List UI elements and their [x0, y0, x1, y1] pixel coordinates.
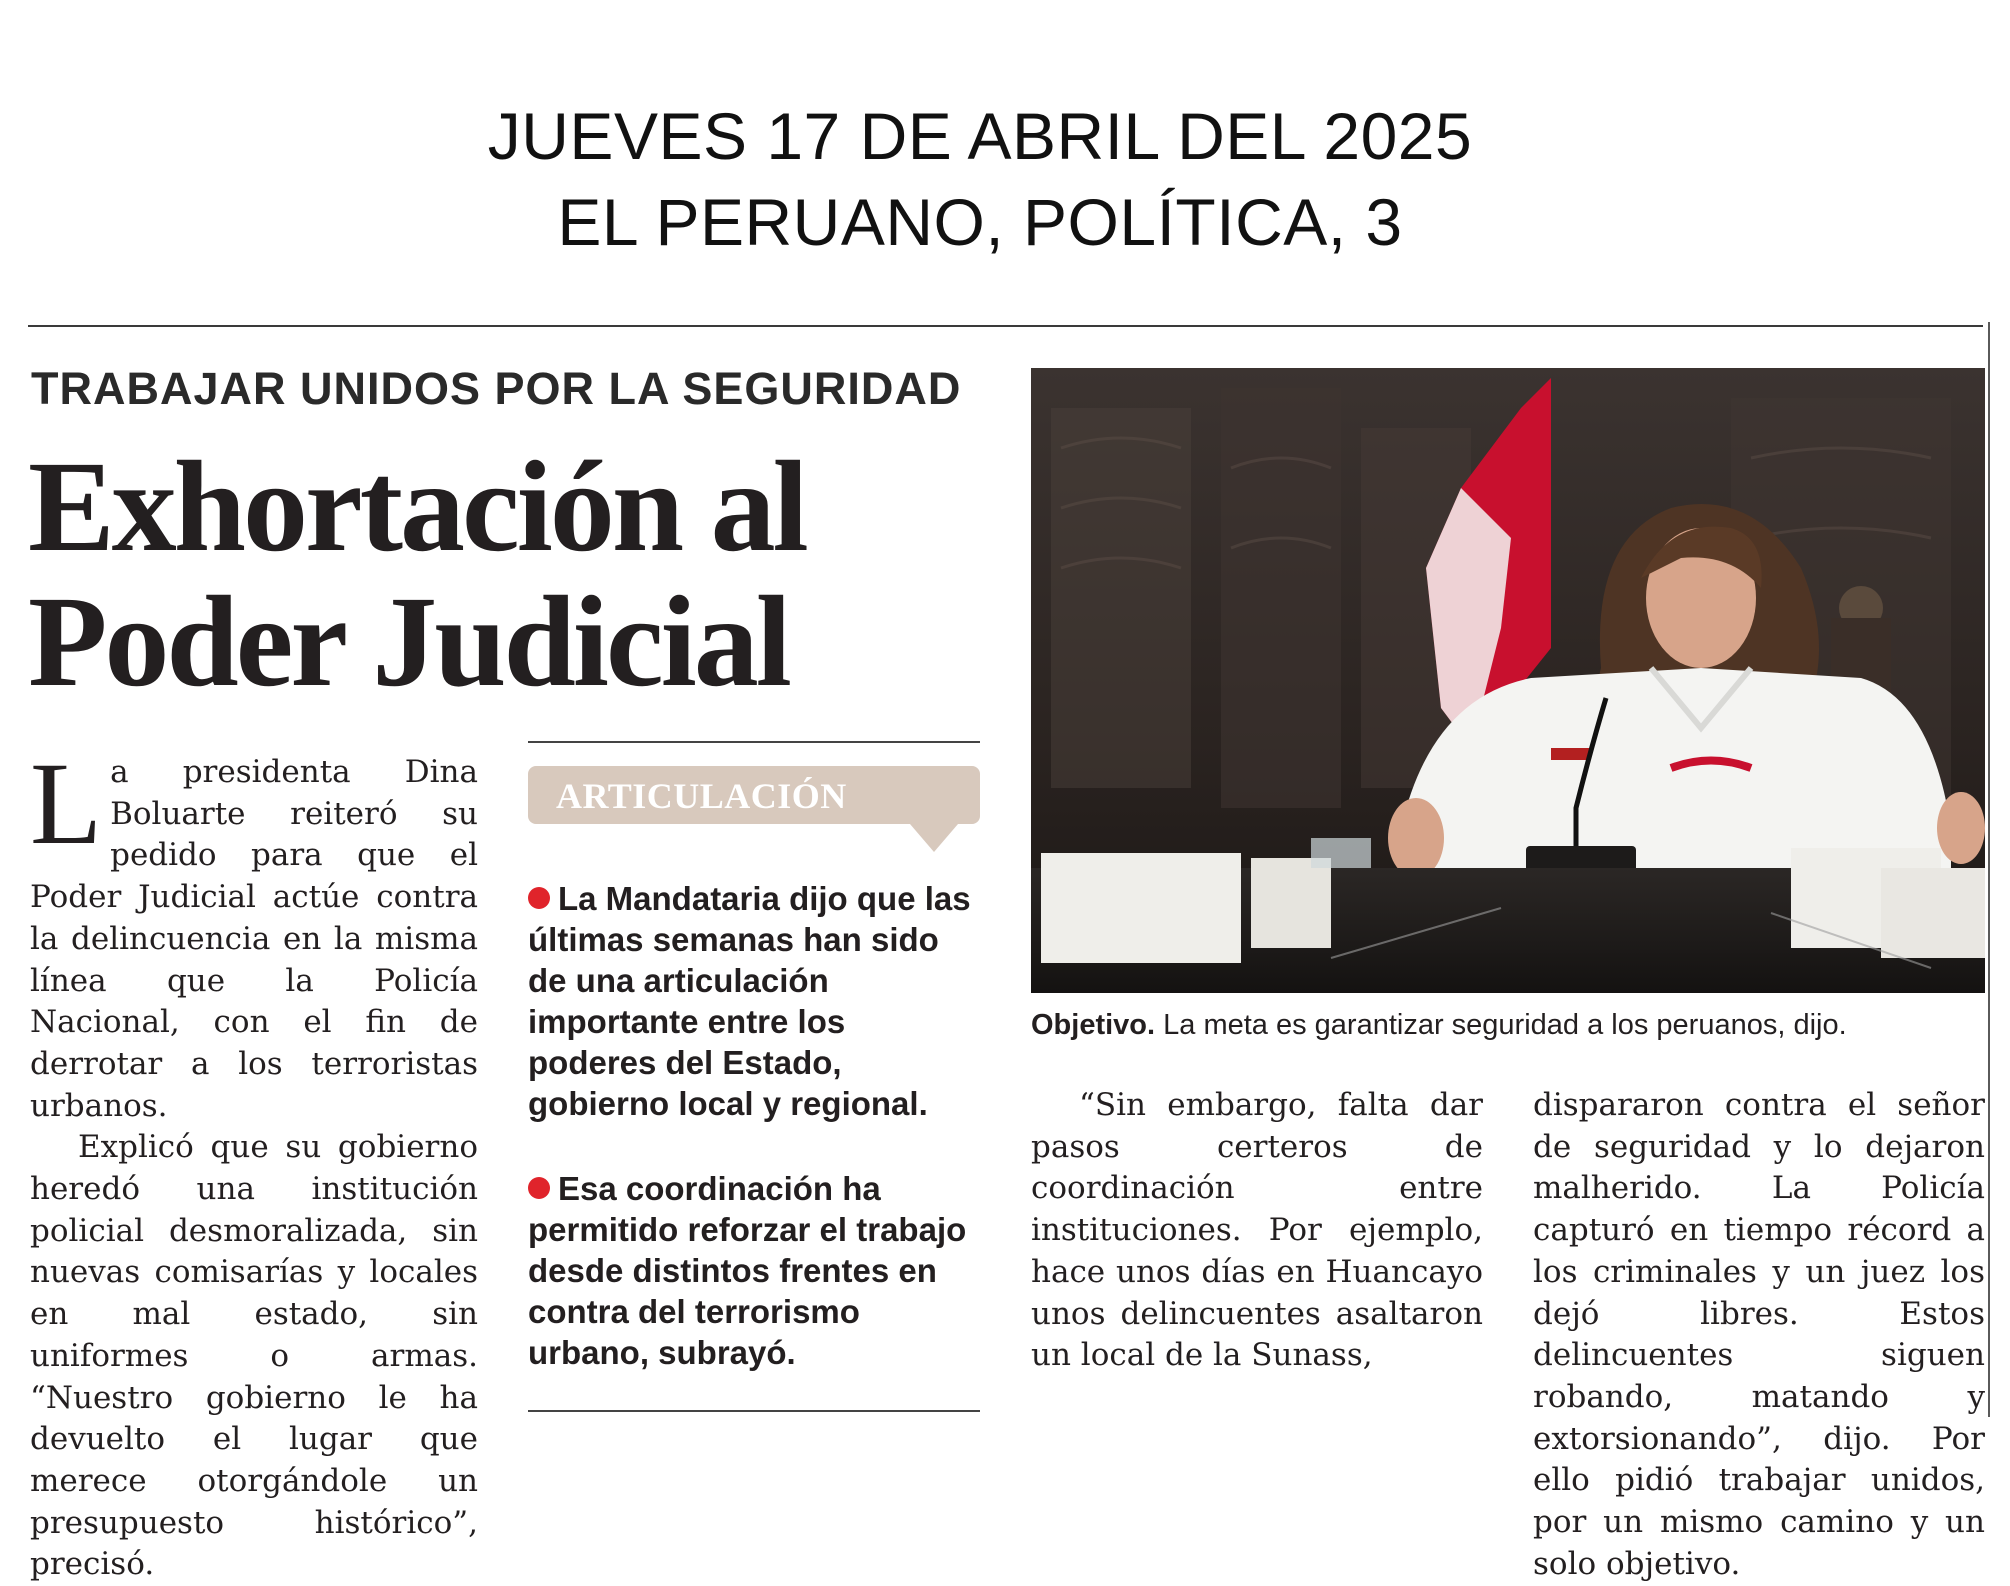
- paragraph-3-part-1: [1031, 1085, 1483, 1377]
- sidebar-bottom-rule: [528, 1410, 980, 1412]
- body-column-1: [30, 738, 478, 1583]
- caption-text: La meta es garantizar seguridad a los peruanos, dijo.: [1155, 1009, 1847, 1041]
- headline-line-2: Poder Judicial: [28, 570, 789, 714]
- paragraph-3-text: “Sin embargo, falta dar pasos certeros de coordinación entre instituciones. Por ejemplo, hace unos días en Huancayo unos delincuentes asaltaron un local de la Sunass,: [1031, 1087, 1483, 1374]
- headline-line-1: Exhortación al: [28, 435, 806, 579]
- photo-caption: [1031, 1006, 1985, 1044]
- caption-lead: Objetivo.: [1031, 1009, 1156, 1041]
- article-kicker: TRABAJAR UNIDOS POR LA SEGURIDAD: [31, 363, 962, 414]
- body-column-4: [1533, 1085, 1985, 1582]
- top-rule: [28, 325, 1983, 327]
- sidebar-top-rule: [528, 741, 980, 743]
- sidebar-bullet-1: [528, 878, 980, 1124]
- body-column-3: [1031, 1085, 1483, 1417]
- sidebar-label: ARTICULACIÓN: [556, 776, 847, 816]
- dateline-date: JUEVES 17 DE ABRIL DEL 2025: [487, 99, 1473, 173]
- sidebar-bullet-1-text: La Mandataria dijo que las últimas semanas han sido de una articulación importante entre los poderes del Estado, gobierno local y regional.: [528, 880, 971, 1122]
- paragraph-2: Explicó que su gobierno heredó una institución policial desmoralizada, sin nuevas comisarías y locales en mal estado, sin uniformes o armas. “Nuestro gobierno le ha devuelto el lugar que merece otorgándole un presupuesto histórico”, precisó.: [30, 1129, 478, 1583]
- drop-cap: L: [30, 738, 103, 869]
- page-edge-rule: [1988, 322, 1990, 1417]
- paragraph-3-continuation: dispararon contra el señor de seguridad y lo dejaron malherido. La Policía capturó en tiempo récord a los criminales y un juez los dejó libres. Estos delincuentes siguen robando, matando y extorsionando”, dijo. Por ello pidió trabajar unidos, por un mismo camino y un solo objetivo.: [1533, 1087, 1985, 1582]
- bullet-dot-icon: [528, 887, 550, 909]
- dateline-section: EL PERUANO, POLÍTICA, 3: [557, 185, 1403, 259]
- article-photo: [1031, 368, 1985, 993]
- sidebar-label-pointer: [910, 824, 958, 852]
- sidebar-bullet-2: [528, 1168, 980, 1373]
- paragraph-1: a presidenta Dina Boluarte reiteró su pedido para que el Poder Judicial actúe contra la delincuencia en la misma línea que la Policía Nacional, con el fin de derrotar a los terroristas urbanos.: [30, 754, 478, 1124]
- bullet-dot-icon: [528, 1177, 550, 1199]
- paragraph-3-part-2: [1533, 1085, 1985, 1585]
- sidebar-bullet-2-text: Esa coordinación ha permitido reforzar el trabajo desde distintos frentes en contra del terrorismo urbano, subrayó.: [528, 1170, 967, 1371]
